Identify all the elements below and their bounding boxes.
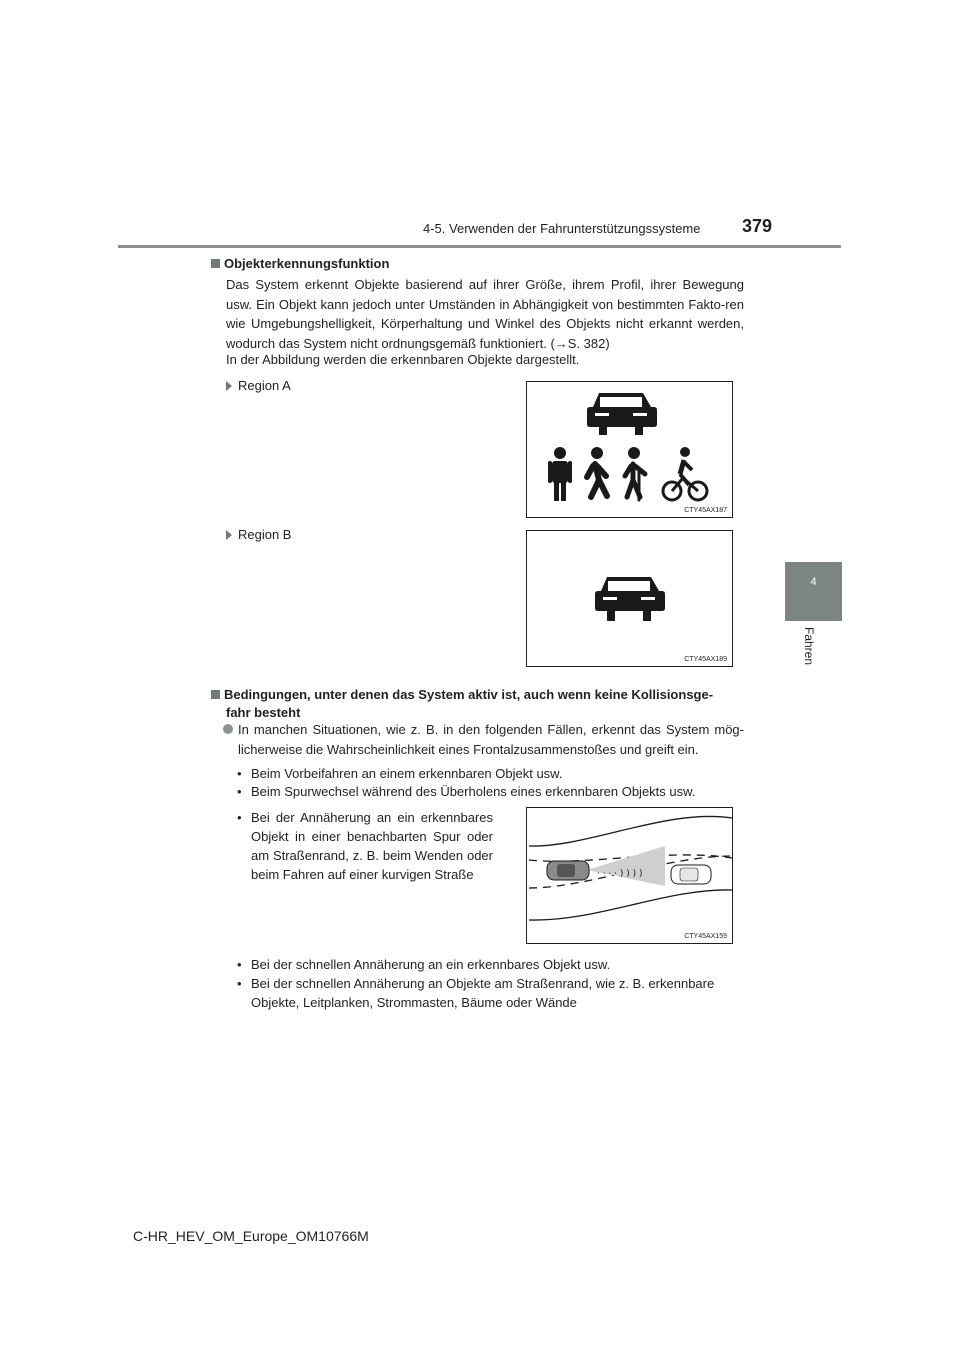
pedestrian-walking-icon [587,447,607,497]
bullet-conditions-intro: In manchen Situationen, wie z. B. in den folgenden Fällen, erkennt das System mög-licherweise die Wahrscheinlichkeit eines Frontalzusammenstoßes und greift ein. [238,720,744,759]
list-item: • Beim Vorbeifahren an einem erkennbaren Objekt usw. [237,766,563,781]
page-number: 379 [742,216,773,236]
section-heading-conditions-cont: fahr besteht [226,705,301,720]
list-item: • Bei der schnellen Annäherung an ein erkennbares Objekt usw. [237,957,611,972]
arrow-right-icon [226,530,232,540]
cyclist-icon [663,447,707,500]
car-illustration [527,531,732,666]
chapter-tab[interactable]: 4 [785,562,842,621]
section-title: 4-5. Verwenden der Fahrunterstützungssysteme [423,221,701,236]
pedestrian-standing-icon [548,447,572,501]
target-vehicle-icon [671,865,711,884]
section-heading-object-detection: Objekterkennungsfunktion [211,254,389,273]
figure-region-b [526,530,733,667]
square-bullet-icon [211,690,220,699]
car-icon [587,393,657,435]
section-heading-conditions: Bedingungen, unter denen das System aktiv ist, auch wenn keine Kollisionsge- [211,685,744,704]
paragraph-object-detection: Das System erkennt Objekte basierend auf ihrer Größe, ihrem Profil, ihrer Bewegung usw. Ein Objekt kann jedoch unter Umständen in Abhängigkeit von bestimmten Fakto-ren wie Umgebungshelligkeit, Körperhaltung und Winkel des Objekts nicht erkannt werden, wodurch das System nicht ordnungsgemäß funktioniert. (→S. 382) [226,277,744,351]
list-item: • Beim Spurwechsel während des Überholens eines erkennbaren Objekts usw. [237,784,696,799]
document-id: C-HR_HEV_OM_Europe_OM10766M [133,1228,369,1244]
paragraph-illustration-intro: In der Abbildung werden die erkennbaren Objekte dargestellt. [226,352,580,367]
figure-code: CTY45AX159 [684,933,727,940]
sensor-beam-icon [587,846,665,886]
figure-region-a [526,381,733,518]
curved-road-illustration [527,808,732,943]
chapter-label: Fahren [802,627,816,666]
header-divider [118,245,841,248]
figure-code: CTY45AX189 [684,656,727,663]
list-item: • Bei der Annäherung an ein erkennbares Objekt in einer benachbarten Spur oder am Straßenrand, z. B. beim Wenden oder beim Fahren auf einer kurvigen Straße [237,810,493,882]
car-icon [595,577,665,621]
own-vehicle-icon [547,861,589,880]
square-bullet-icon [211,259,220,268]
figure-curved-road [526,807,733,944]
region-a-label: Region A [226,378,291,393]
arrow-right-icon [226,381,232,391]
pedestrian-with-bicycle-icon [625,447,645,500]
list-item: • Bei der schnellen Annäherung an Objekte am Straßenrand, wie z. B. erkennbare Objekte, Leitplanken, Strommasten, Bäume oder Wände [237,976,715,1010]
radar-wave-icon [597,869,643,879]
figure-code: CTY45AX187 [684,507,727,514]
svg-text:· · · · ) ) ) ): · · · · ) ) ) ) [597,869,643,879]
region-b-label: Region B [226,527,291,542]
circle-bullet-icon [223,724,233,734]
recognizable-objects-illustration [527,382,732,517]
